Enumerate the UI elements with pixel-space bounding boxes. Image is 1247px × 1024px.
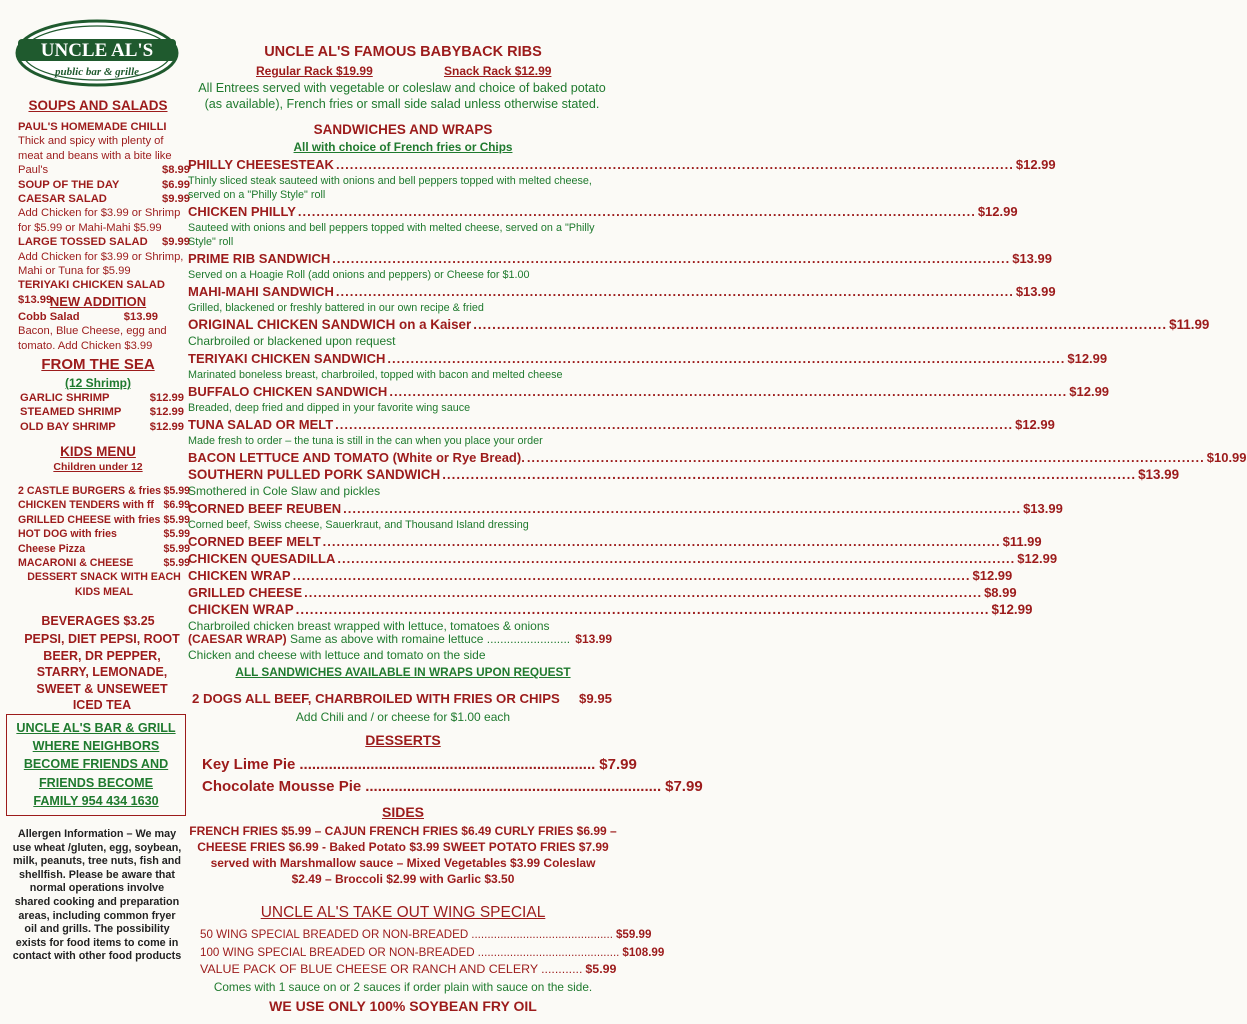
sandwich-name: CORNED BEEF MELT [188,534,321,549]
left-column [0,0,196,1024]
sandwich-name: PHILLY CHEESESTEAK [188,157,334,172]
wing-price: $108.99 [622,945,665,959]
sandwich-name: ORIGINAL CHICKEN SANDWICH on a Kaiser [188,317,472,332]
soup-day-name: SOUP OF THE DAY [18,178,120,191]
sides-line: $2.49 – Broccoli $2.99 with Garlic $3.50 [291,872,515,886]
sandwich-name: TUNA SALAD OR MELT [188,417,334,432]
logo-tagline: public bar & grille [54,66,140,78]
sides-desc [186,823,620,887]
kids-price: $5.99 [163,557,190,570]
kids-price: $6.99 [163,499,190,512]
kids-item: 2 CASTLE BURGERS & fries [18,485,162,497]
sandwich-price: $8.99 [984,585,1017,600]
sandwich-sub: All with choice of French fries or Chips [293,140,513,154]
regular-rack: Regular Rack $19.99 [256,64,373,78]
steamed-shrimp: STEAMED SHRIMP [20,406,122,419]
kids-list [18,484,190,599]
wing-name: 50 WING SPECIAL BREADED OR NON-BREADED [200,928,469,941]
sandwich-price: $12.99 [972,568,1013,583]
kids-price: $5.99 [163,542,190,555]
leader-dots [334,284,1016,300]
soups-section [18,120,190,307]
caesar-add: Add Chicken for $3.99 or Shrimp for $5.99 or Mahi-Mahi $5.99 [18,207,181,234]
sea-list [20,391,184,434]
sandwich-price: $13.99 [1015,284,1056,299]
caesar-wrap-desc2: Chicken and cheese with lettuce and tomato on the side [188,648,486,662]
wing-note: Comes with 1 sauce on or 2 sauces if order plain with sauce on the side. [213,980,593,994]
teriyaki-salad: TERIYAKI CHICKEN SALAD $13.99 [18,279,165,306]
new-addition: NEW ADDITION [49,294,147,309]
sandwich-price: $11.99 [1169,317,1210,332]
leader-dots [525,450,1207,466]
snack-rack: Snack Rack $12.99 [444,64,552,78]
dogs-text: 2 DOGS ALL BEEF, CHARBROILED WITH FRIES OR CHIPS [192,691,560,706]
sandwich-item [188,384,1110,400]
tossed-price: $9.99 [162,236,190,249]
desserts-title: DESSERTS [365,732,441,748]
sandwich-item [188,251,1052,267]
sandwich-desc: Made fresh to order – the tuna is still in the can when you place your order [188,435,543,447]
dessert-snack: DESSERT SNACK WITH EACH KIDS MEAL [27,571,181,598]
leader-dots [302,585,984,601]
leader-dots [334,157,1016,173]
caesar-wrap-name: (CAESAR WRAP) [188,632,287,646]
sandwich-name: SOUTHERN PULLED PORK SANDWICH [188,467,441,482]
kids-price: $5.99 [163,485,190,497]
sandwich-desc: Charbroiled or blackened upon request [188,334,396,348]
wing-price: $59.99 [615,928,652,941]
sandwich-name: CHICKEN WRAP [188,568,291,583]
sea-title: FROM THE SEA [41,356,155,373]
chili-price: $8.99 [162,164,190,177]
sandwich-item [188,534,1042,550]
oldbay-shrimp-price: $12.99 [149,420,184,433]
sandwich-item [188,602,1033,618]
allergen-info: Allergen Information – We may use wheat /gluten, egg, soybean, milk, peanuts, tree nuts, fish and shellfish. Please be aware that normal operations involve shared cooking and preparation areas, including common fryer oil and grills. The possibility exists for food items to come in contact with other food products [12,828,182,963]
sandwich-name: BACON LETTUCE AND TOMATO (White or Rye Bread). [188,450,525,465]
sandwich-item [188,585,1017,601]
sandwich-desc: Marinated boneless breast, charbroiled, topped with bacon and melted cheese [188,369,563,381]
wing-name: 100 WING SPECIAL BREADED OR NON-BREADED [200,945,475,959]
sides-line: FRENCH FRIES $5.99 – CAJUN FRENCH FRIES $6.49 CURLY FRIES $6.99 – [189,824,617,838]
leader-dots [294,602,992,618]
leader-dots [330,251,1012,267]
kids-price: $5.99 [163,513,190,526]
sandwich-price: $12.99 [1015,417,1055,432]
sandwich-name: CHICKEN PHILLY [188,204,296,219]
steamed-shrimp-price: $12.99 [149,406,184,419]
sandwich-item [188,351,1108,367]
dessert-name: Chocolate Mousse Pie [202,778,362,795]
sandwich-desc: Sauteed with onions and bell peppers topped with melted cheese, served on a "Philly Style" roll [188,222,595,248]
sides-line: served with Marshmallow sauce – Mixed Vegetables $3.99 Coleslaw [210,856,596,870]
chili-name: PAUL'S HOMEMADE CHILLI [18,121,167,133]
logo-name: UNCLE AL'S [40,40,154,61]
cobb-name: Cobb Salad [18,311,80,323]
sandwich-desc: Served on a Hoagie Roll (add onions and peppers) or Cheese for $1.00 [188,269,530,281]
sandwich-price: $12.99 [1017,551,1058,566]
neighbors-box [6,714,186,816]
kids-item: CHICKEN TENDERS with ff [18,499,154,512]
beverage-list: PEPSI, DIET PEPSI, ROOT BEER, DR PEPPER, STARRY, LEMONADE, SWEET & UNSEWEET ICED TEA [24,632,180,712]
leader-dots [333,417,1015,433]
sandwich-name: TERIYAKI CHICKEN SANDWICH [188,351,386,366]
dogs-add: Add Chili and / or cheese for $1.00 each [295,710,511,724]
sea-sub: (12 Shrimp) [64,376,131,390]
sandwich-desc: Grilled, blackened or freshly battered in our own recipe & fried [188,302,484,314]
kids-item: Cheese Pizza [18,542,86,555]
caesar-price: $9.99 [162,193,190,206]
sides-title: SIDES [381,804,424,820]
sandwich-item [188,450,1247,466]
kids-item: MACARONI & CHEESE [18,557,134,570]
sandwich-title: SANDWICHES AND WRAPS [313,122,493,137]
leader-dots [471,317,1169,333]
tossed-name: LARGE TOSSED SALAD [18,236,148,249]
leader-dots [341,501,1023,517]
kids-item: HOT DOG with fries [18,528,117,541]
garlic-shrimp: GARLIC SHRIMP [20,392,110,404]
ribs-title: UNCLE AL'S FAMOUS BABYBACK RIBS [264,44,542,60]
caesar-wrap-row: (CAESAR WRAP) Same as above with romaine lettuce ......................... $13.99 [188,632,612,646]
sandwich-item [188,467,1180,483]
cobb-section [18,310,190,353]
sandwich-name: GRILLED CHEESE [188,585,303,600]
chili-last: Paul's [18,164,49,177]
sandwich-price: $12.99 [1069,384,1110,399]
leader-dots [440,467,1138,483]
caesar-wrap-price: $13.99 [575,632,612,646]
sandwich-name: CHICKEN WRAP [188,602,294,617]
sandwich-item [188,284,1056,300]
dessert-name: Key Lime Pie [202,756,296,773]
sides-line: CHEESE FRIES $6.99 - Baked Potato $3.99 SWEET POTATO FRIES $7.99 [197,840,609,854]
dessert-price: $7.99 [665,778,703,795]
sandwich-item [188,501,1063,517]
sandwich-item [188,157,1056,173]
sandwich-price: $13.99 [1023,501,1063,516]
garlic-shrimp-price: $12.99 [149,392,184,404]
sandwich-name: PRIME RIB SANDWICH [188,251,331,266]
wing-title: UNCLE AL'S TAKE OUT WING SPECIAL [260,904,546,921]
leader-dots [335,551,1017,567]
sandwich-desc: Smothered in Cole Slaw and pickles [188,484,381,498]
wing-price: $5.99 [585,962,617,976]
dessert-price: $7.99 [599,756,637,773]
ribs-desc: All Entrees served with vegetable or coleslaw and choice of baked potato (as available), French fries or small side salad unless otherwise stated. [198,81,606,111]
kids-price: $5.99 [163,528,190,541]
uncle-als-logo [14,18,180,88]
sandwich-desc: Charbroiled chicken breast wrapped with lettuce, tomatoes & onions [188,619,550,633]
sandwich-item [188,551,1058,567]
sandwich-name: CHICKEN QUESADILLA [188,551,336,566]
sandwich-price: $12.99 [977,204,1018,219]
box-phone: FAMILY 954 434 1630 [33,793,159,808]
sandwich-price: $10.99 [1206,450,1247,465]
sandwich-name: CORNED BEEF REUBEN [188,501,342,516]
wraps-note: ALL SANDWICHES AVAILABLE IN WRAPS UPON REQUEST [235,665,571,679]
cobb-price: $13.99 [123,311,158,323]
kids-sub: Children under 12 [53,461,143,473]
kids-item: GRILLED CHEESE with fries [18,513,161,526]
sandwich-desc: Corned beef, Swiss cheese, Sauerkraut, and Thousand Island dressing [188,519,529,531]
caesar-wrap-desc: Same as above with romaine lettuce [290,632,484,646]
sandwich-price: $11.99 [1002,534,1042,549]
sandwich-price: $12.99 [1067,351,1108,366]
caesar-name: CAESAR SALAD [18,193,107,206]
oldbay-shrimp: OLD BAY SHRIMP [20,420,116,433]
leader-dots [296,204,978,220]
beverages-title: BEVERAGES $3.25 [41,614,155,628]
sandwich-price: $13.99 [1012,251,1052,266]
sandwich-price: $13.99 [1138,467,1180,482]
right-column [186,0,1247,1024]
soybean-note: WE USE ONLY 100% SOYBEAN FRY OIL [269,998,537,1014]
sandwich-name: MAHI-MAHI SANDWICH [188,284,334,299]
sandwich-item [188,204,1018,220]
box-text: UNCLE AL'S BAR & GRILL WHERE NEIGHBORS BECOME FRIENDS AND FRIENDS BECOME [16,721,176,790]
sandwich-item [188,317,1210,333]
wing-name: VALUE PACK OF BLUE CHEESE OR RANCH AND CELERY [200,962,539,976]
leader-dots [291,568,973,584]
desserts-list: Key Lime Pie ....................................................................... $7.99 Chocolate Mousse Pie ....................................................................... $7.99 [202,754,616,798]
leader-dots [387,384,1069,400]
wing-list: 50 WING SPECIAL BREADED OR NON-BREADED ............................................ $59.99 100 WING SPECIAL BREADED OR NON-BREADED ............................................ $108.99 VALUE PACK OF BLUE CHEESE OR RANCH AND CELERY ............ $5.99 [200,926,614,979]
cobb-desc: Bacon, Blue Cheese, egg and tomato. Add Chicken $3.99 [18,325,167,352]
sandwich-desc: Breaded, deep fried and dipped in your favorite wing sauce [188,402,471,414]
tossed-add: Add Chicken for $3.99 or Shrimp, Mahi or Tuna for $5.99 [18,250,184,278]
sandwich-item [188,417,1055,433]
kids-title: KIDS MENU [60,444,136,459]
leader-dots [385,351,1067,367]
leader-dots [321,534,1003,550]
soup-day-price: $6.99 [162,178,190,191]
dogs-price: $9.95 [578,691,612,706]
soups-title: SOUPS AND SALADS [28,98,168,113]
sandwich-desc: Thinly sliced steak sauteed with onions and bell peppers topped with melted cheese, served on a "Philly Style" roll [188,175,592,201]
sandwich-name: BUFFALO CHICKEN SANDWICH [188,384,388,399]
sandwich-item [188,568,1013,584]
dogs-row [192,691,612,706]
sandwich-price: $12.99 [1015,157,1056,172]
chili-desc: Thick and spicy with plenty of meat and beans with a bite like [18,135,172,162]
sandwich-price: $12.99 [991,602,1033,617]
